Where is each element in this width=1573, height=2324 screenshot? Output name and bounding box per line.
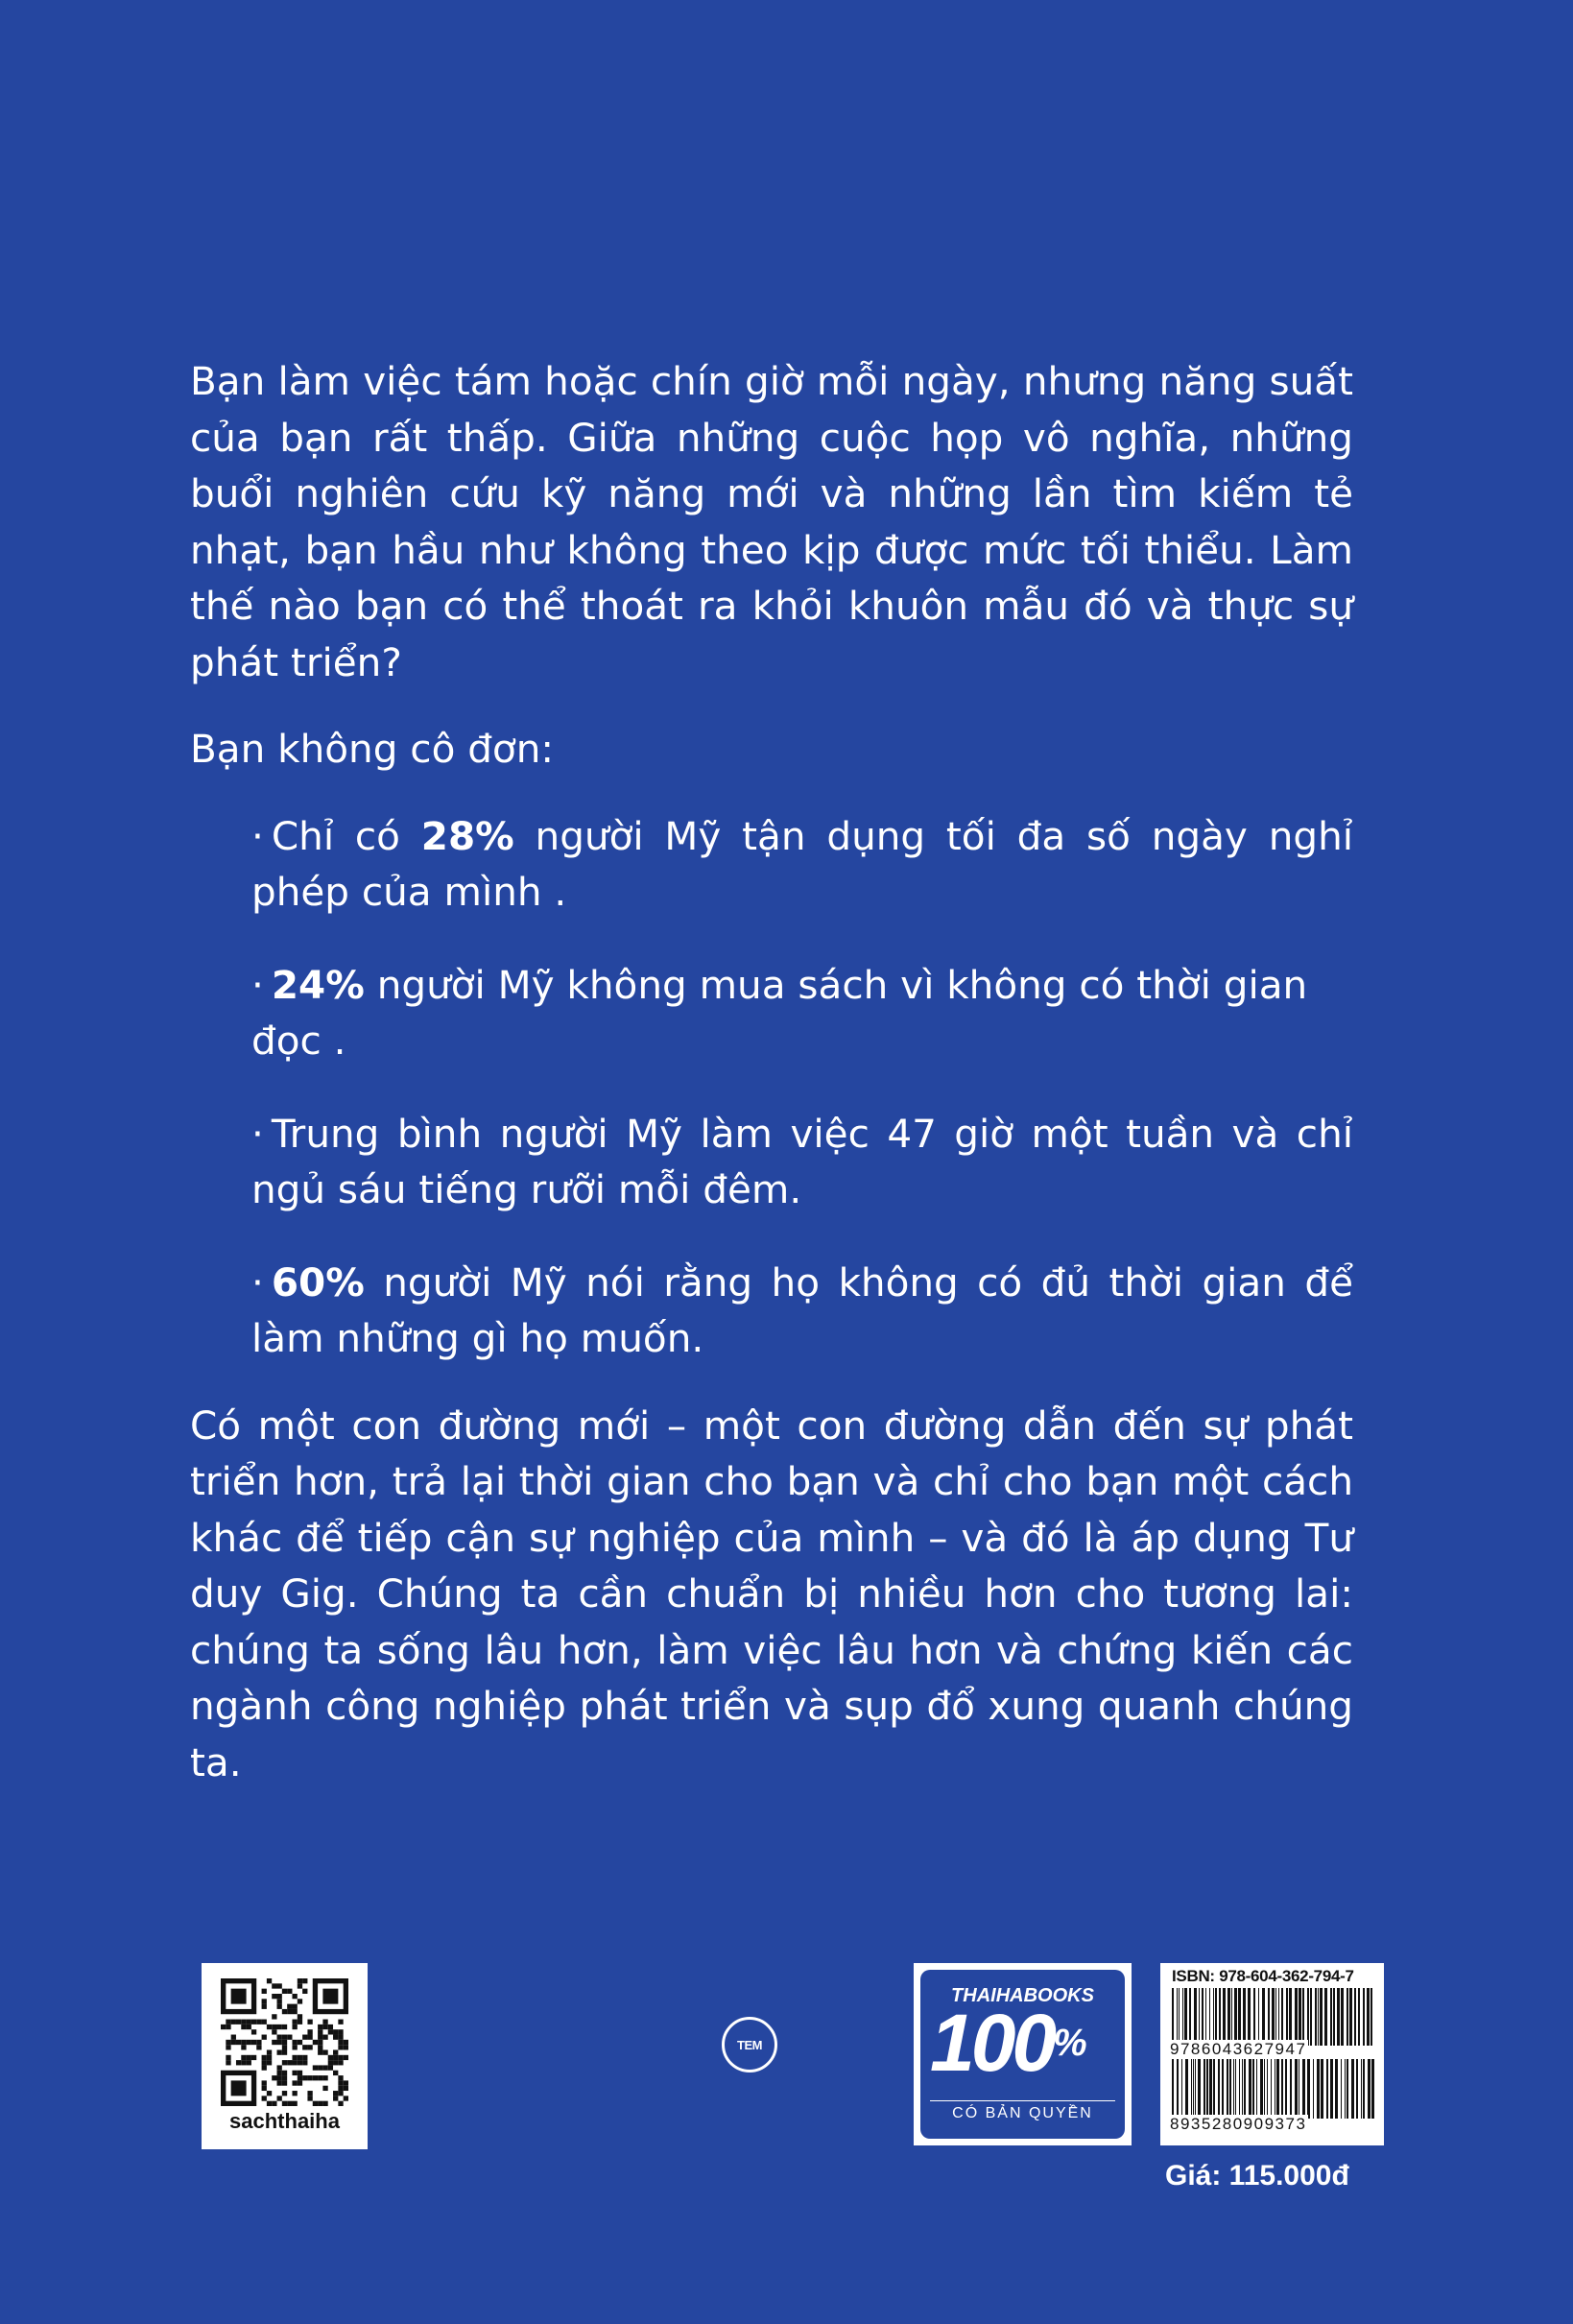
qr-code-icon: [221, 1978, 348, 2106]
statistic-highlight: 24%: [271, 961, 365, 1008]
bullet-dot: ·: [251, 812, 264, 859]
statistic-highlight: 60%: [271, 1258, 365, 1306]
bullet-dot: ·: [251, 1110, 264, 1157]
back-cover-blurb: [190, 353, 1353, 1821]
qr-code[interactable]: [202, 1963, 368, 2149]
statistic-item: [251, 1255, 1353, 1367]
blurb-paragraph-2: Có một con đường mới – một con đường dẫn đến sự phát triển hơn, trả lại thời gian cho bạn và chỉ cho bạn một cách khác để tiếp cận sự nghiệp của mình – và đó là áp dụng Tư duy Gig. Chúng ta cần chuẩn bị nhiều hơn cho tương lai: chúng ta sống lâu hơn, làm việc lâu hơn và chứng kiến các ngành công nghiệp phát triển và sụp đổ xung quanh chúng ta.: [190, 1402, 1353, 1785]
badge-percent: [930, 1998, 1087, 2088]
badge-label: CÓ BẢN QUYỀN: [930, 2100, 1115, 2122]
badge-percent-sign: %: [1053, 2022, 1087, 2064]
ean-number-bottom: 8935280909373: [1170, 2115, 1307, 2133]
statistic-item: [251, 808, 1353, 921]
qr-caption: sachthaiha: [229, 2109, 340, 2133]
blurb-paragraph-1: Bạn làm việc tám hoặc chín giờ mỗi ngày, nhưng năng suất của bạn rất thấp. Giữa những cuộc họp vô nghĩa, những buổi nghiên cứu kỹ năng mới và những lần tìm kiếm tẻ nhạt, bạn hầu như không theo kịp được mức tối thiểu. Làm thế nào bạn có thể thoát ra khỏi khuôn mẫu đó và thực sự phát triển?: [190, 358, 1353, 685]
statistic-item: [251, 1106, 1353, 1218]
copyright-badge-panel: [920, 1970, 1125, 2139]
isbn-text: ISBN: 978-604-362-794-7: [1172, 1967, 1354, 1985]
barcode-bars-top: [1172, 1988, 1375, 2046]
statistic-text: Trung bình người Mỹ làm việc 47 giờ một tuần và chỉ ngủ sáu tiếng rưỡi mỗi đêm.: [251, 1110, 1353, 1212]
tem-seal-text: TEM: [737, 2037, 762, 2052]
statistic-text: người Mỹ nói rằng họ không có đủ thời gian để làm những gì họ muốn.: [251, 1258, 1353, 1361]
statistic-text: người Mỹ tận dụng tối đa số ngày nghỉ phép của mình .: [251, 812, 1353, 915]
bullet-dot: ·: [251, 1258, 264, 1306]
price-label: Giá: 115.000đ: [1165, 2160, 1349, 2192]
badge-brand: THAIHABOOKS: [951, 1985, 1094, 2006]
statistics-list: [190, 808, 1353, 1367]
statistic-item: [251, 957, 1353, 1069]
barcode-bars-bottom: [1172, 2059, 1375, 2119]
statistic-highlight: 28%: [420, 812, 514, 859]
blurb-intro: Bạn không cô đơn:: [190, 726, 555, 772]
statistic-prefix: Chỉ có: [271, 812, 421, 859]
bullet-dot: ·: [251, 961, 264, 1008]
ean-number-top: 9786043627947: [1170, 2040, 1307, 2058]
tem-seal: [722, 2017, 777, 2072]
isbn-barcode: [1160, 1963, 1384, 2145]
badge-percent-number: 100: [930, 1998, 1054, 2088]
copyright-badge: [914, 1963, 1132, 2145]
statistic-text: người Mỹ không mua sách vì không có thời gian đọc .: [251, 961, 1308, 1064]
